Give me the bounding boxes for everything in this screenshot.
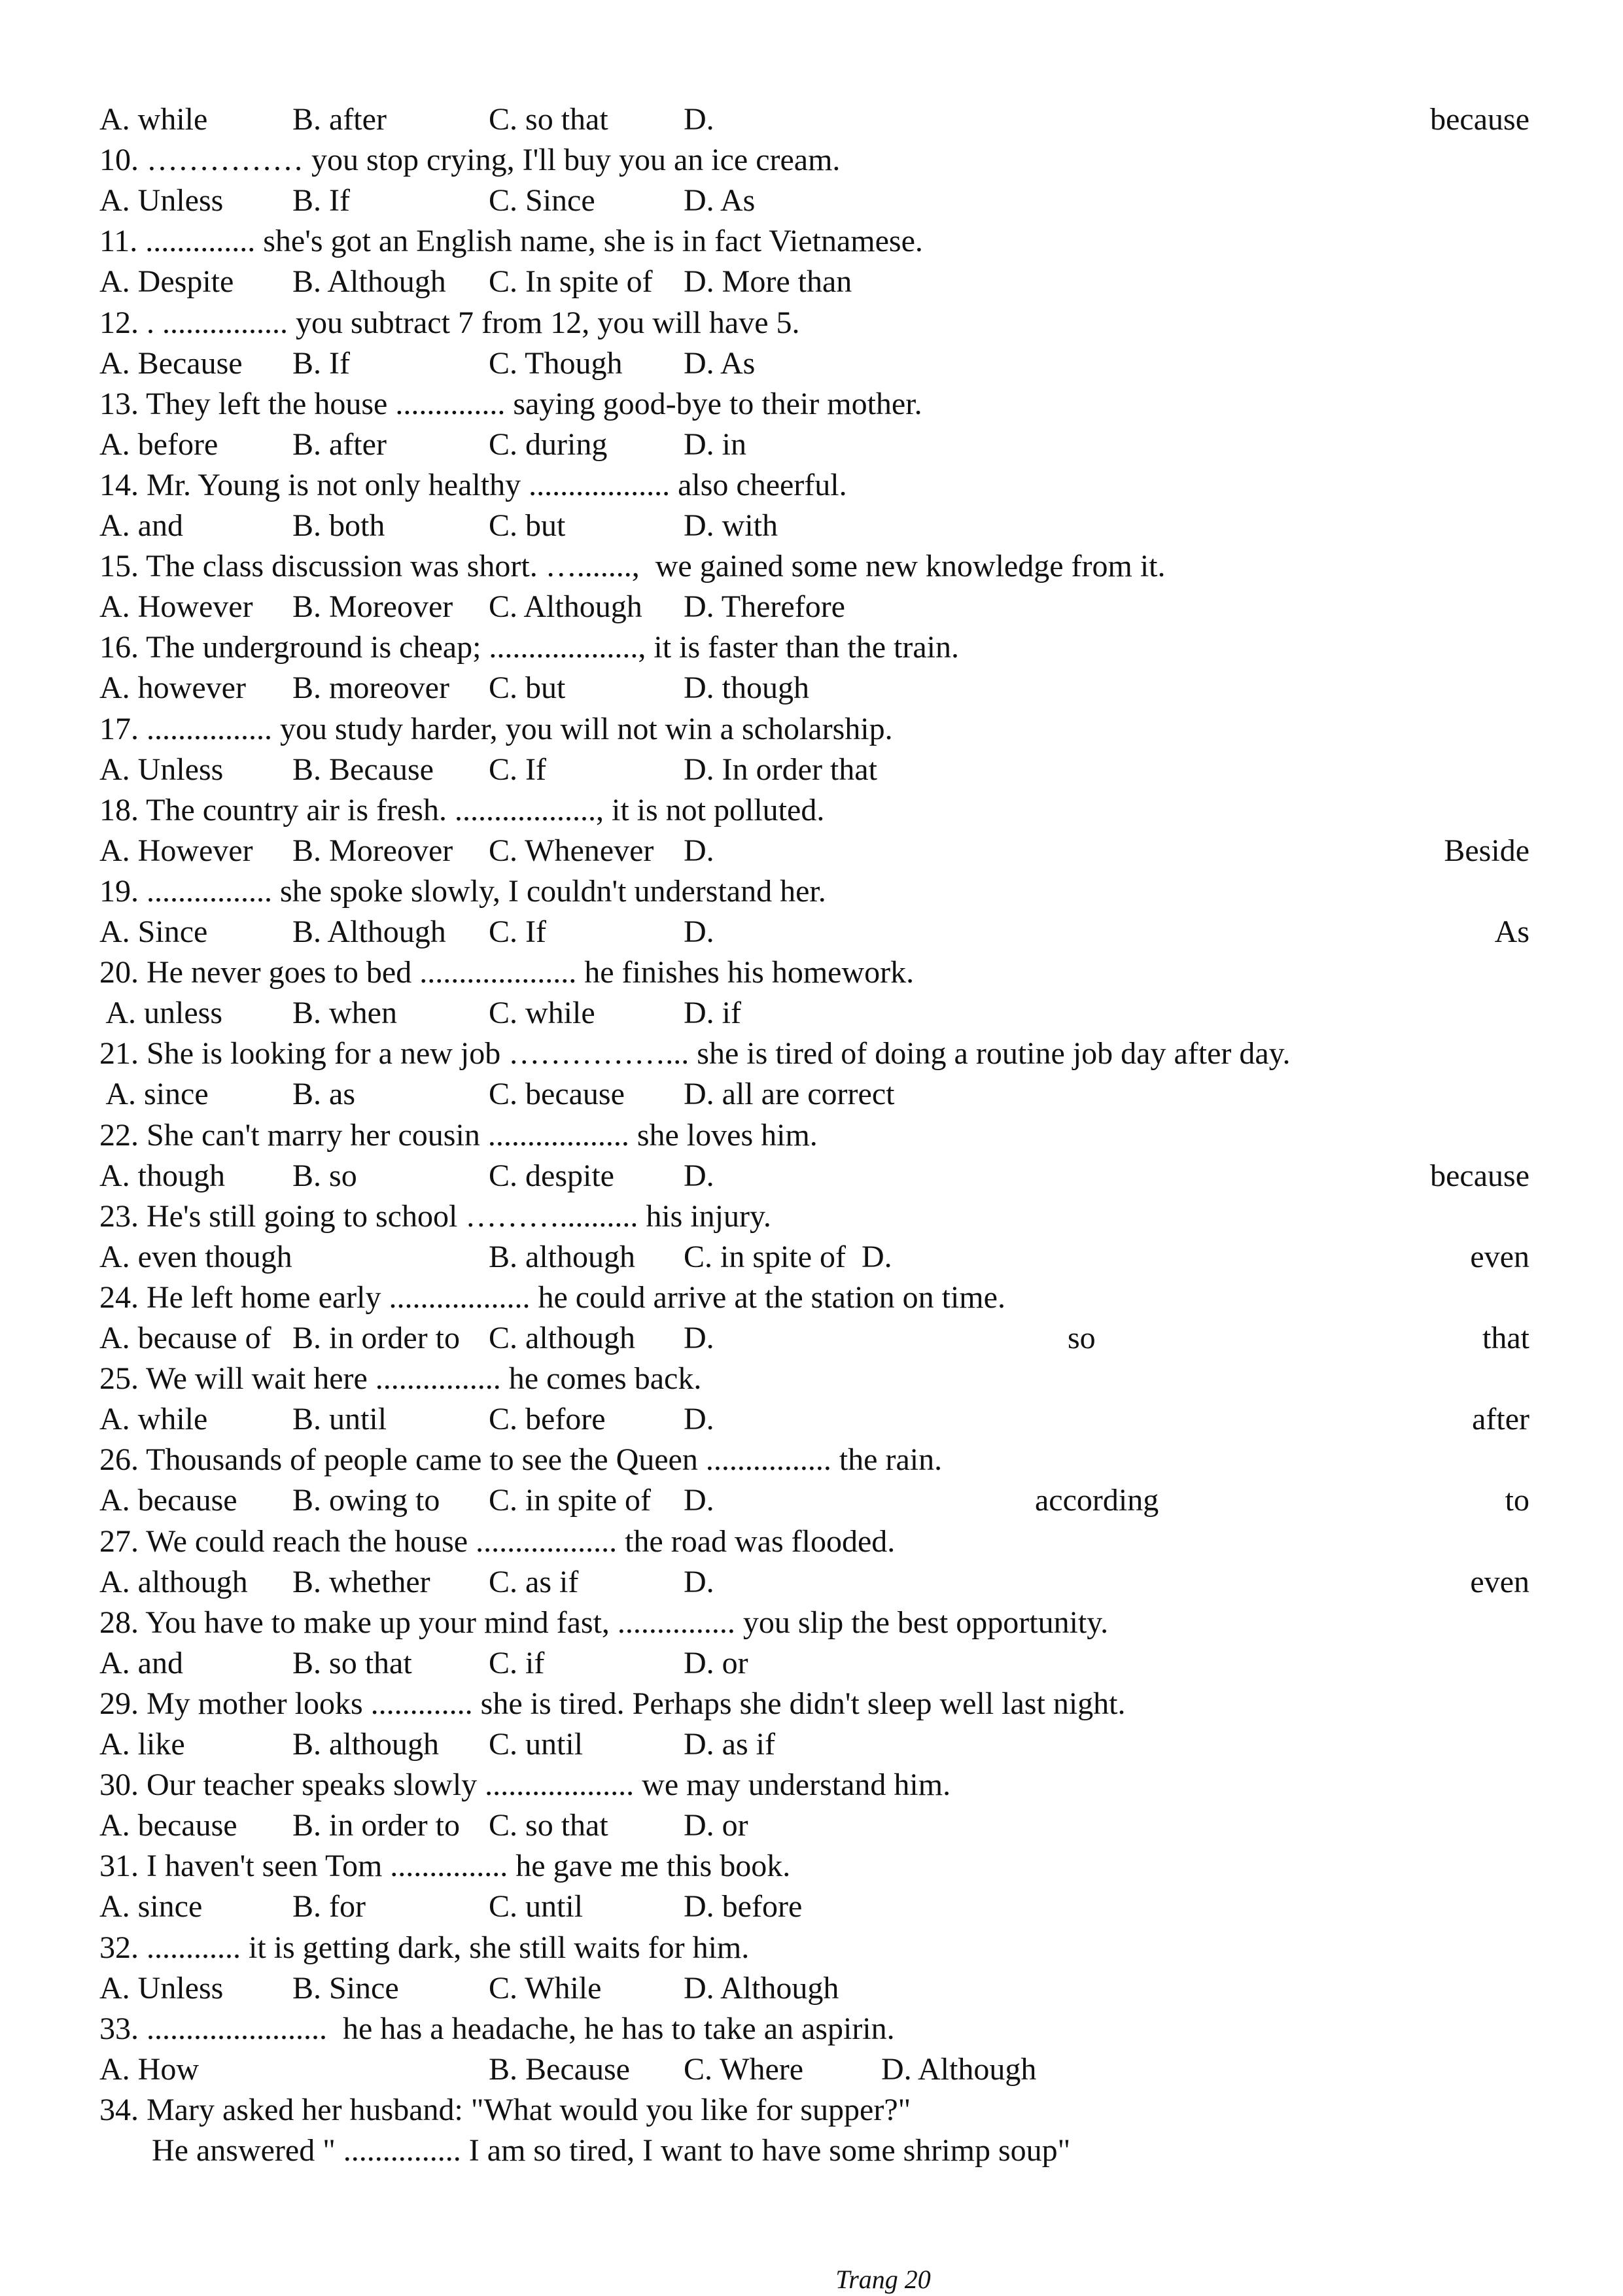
option-d: D. or xyxy=(684,1808,748,1843)
option-e: D. Although xyxy=(881,2051,1037,2087)
option-a: A. though xyxy=(99,1158,225,1193)
option-d: D. In order that xyxy=(684,752,877,787)
options-line xyxy=(99,99,1529,140)
options-line xyxy=(99,1805,1529,1846)
option-b: B. If xyxy=(292,345,350,381)
option-b: B. both xyxy=(292,508,385,543)
option-d-text: to xyxy=(1505,1483,1529,1518)
option-a: A. because xyxy=(99,1808,237,1843)
option-c: C. Since xyxy=(489,183,595,218)
question-line: 26. Thousands of people came to see the Queen ................ the rain. xyxy=(99,1442,943,1478)
option-d: D. Therefore xyxy=(684,589,845,625)
question-line: 16. The underground is cheap; ..................., it is faster than the train. xyxy=(99,630,959,665)
option-a: A. because xyxy=(99,1483,237,1518)
options-line xyxy=(99,912,1529,952)
option-b: B. although xyxy=(292,1727,439,1762)
option-b: B. owing to xyxy=(292,1483,440,1518)
option-d: D. before xyxy=(684,1889,803,1924)
option-c: C. although xyxy=(489,1321,635,1355)
options-line xyxy=(99,1887,1529,1927)
option-c: C. until xyxy=(489,1727,584,1762)
option-d: D. all are correct xyxy=(684,1077,895,1112)
option-c: C. because xyxy=(489,1077,625,1112)
question-line: 25. We will wait here ................ he comes back. xyxy=(99,1361,702,1397)
option-c: C. Though xyxy=(489,345,623,381)
option-a: A. and xyxy=(99,1645,183,1680)
option-d: D. xyxy=(684,1564,714,1599)
option-a: A. however xyxy=(99,670,246,706)
option-a: A. although xyxy=(99,1564,248,1599)
question-line: 30. Our teacher speaks slowly ................... we may understand him. xyxy=(99,1767,951,1803)
option-b: B. as xyxy=(292,1077,355,1112)
option-c: C. if xyxy=(489,1645,545,1680)
option-d-text: Beside xyxy=(1444,833,1529,868)
question-line: 31. I haven't seen Tom ............... he gave me this book. xyxy=(99,1849,791,1884)
option-b: B. in order to xyxy=(292,1321,460,1355)
page-footer: Trang 20 xyxy=(835,2265,931,2294)
option-d: D. in xyxy=(684,426,746,462)
option-d: D. xyxy=(684,833,714,868)
option-c: C. as if xyxy=(489,1564,579,1599)
option-a: A. before xyxy=(99,426,218,462)
options-line xyxy=(99,506,1529,546)
options-line xyxy=(99,750,1529,790)
option-a: A. How xyxy=(99,2051,199,2087)
option-c: C. so that xyxy=(489,1808,608,1843)
options-line xyxy=(99,1643,1529,1684)
option-b: B. Moreover xyxy=(292,833,453,868)
option-b: B. whether xyxy=(292,1564,430,1599)
question-line: 11. .............. she's got an English name, she is in fact Vietnamese. xyxy=(99,224,923,259)
question-line: 14. Mr. Young is not only healthy .................. also cheerful. xyxy=(99,467,847,502)
option-c: C. Whenever xyxy=(489,833,654,868)
options-line xyxy=(99,1156,1529,1196)
question-line: 32. ............ it is getting dark, she still waits for him. xyxy=(99,1930,750,1965)
options-line xyxy=(99,668,1529,708)
option-d-text: even xyxy=(1470,1564,1529,1599)
option-d-text: because xyxy=(1430,102,1529,137)
option-c: C. while xyxy=(489,996,595,1031)
option-d-text: even xyxy=(1470,1239,1529,1274)
option-a: A. like xyxy=(99,1727,185,1762)
option-d: D. with xyxy=(684,508,778,543)
option-a: A. unless xyxy=(99,996,223,1031)
option-d-text: after xyxy=(1472,1402,1529,1437)
option-b: B. until xyxy=(292,1402,387,1437)
question-line: 22. She can't marry her cousin .................. she loves him. xyxy=(99,1117,818,1153)
option-a: A. because of xyxy=(99,1321,271,1355)
option-c: C. despite xyxy=(489,1158,614,1193)
question-line: 20. He never goes to bed .................... he finishes his homework. xyxy=(99,955,915,990)
question-line: 28. You have to make up your mind fast, ............... you slip the best opportunity. xyxy=(99,1605,1109,1640)
option-b: B. Although xyxy=(292,914,446,949)
option-b: B. after xyxy=(292,426,387,462)
option-d: D. though xyxy=(684,670,809,706)
question-line: 19. ................ she spoke slowly, I couldn't understand her. xyxy=(99,873,826,909)
option-c: C. Although xyxy=(489,589,642,625)
option-a: A. while xyxy=(99,102,208,137)
option-a: A. Since xyxy=(99,914,208,949)
options-line xyxy=(99,1399,1529,1440)
option-a: A. Unless xyxy=(99,752,224,787)
options-line xyxy=(99,343,1529,384)
option-a: A. since xyxy=(99,1889,203,1924)
option-c: C. until xyxy=(489,1889,584,1924)
option-d-middle-word: according xyxy=(1035,1483,1159,1518)
option-a: A. However xyxy=(99,833,253,868)
option-b: B. so that xyxy=(292,1645,412,1680)
option-c: B. although xyxy=(489,1239,635,1274)
option-b: B. If xyxy=(292,183,350,218)
question-line: 17. ................ you study harder, you will not win a scholarship. xyxy=(99,711,893,746)
options-line xyxy=(99,1318,1529,1359)
options-line xyxy=(99,262,1529,302)
option-d-text: that xyxy=(1482,1321,1529,1355)
option-d: D. xyxy=(684,102,714,137)
question-line: 29. My mother looks ............. she is tired. Perhaps she didn't sleep well last night. xyxy=(99,1686,1126,1721)
option-d: D. if xyxy=(684,996,741,1031)
option-d: D. More than xyxy=(684,264,852,300)
option-b: B. so xyxy=(292,1158,357,1193)
option-c: C. If xyxy=(489,914,546,949)
option-b: B. Although xyxy=(292,264,446,300)
option-d: D. as if xyxy=(684,1727,775,1762)
options-line xyxy=(99,1237,1529,1278)
option-d: D. As xyxy=(684,345,756,381)
option-b: B. when xyxy=(292,996,397,1031)
option-c: C. but xyxy=(489,508,566,543)
option-b: B. in order to xyxy=(292,1808,460,1843)
option-d-text: because xyxy=(1430,1158,1529,1193)
option-a: A. since xyxy=(99,1077,209,1112)
option-d: D. Although xyxy=(684,1970,839,2006)
options-line xyxy=(99,1480,1529,1521)
option-a: A. Unless xyxy=(99,183,224,218)
option-c: B. Because xyxy=(489,2051,630,2087)
question-line: 33. ....................... he has a headache, he has to take an aspirin. xyxy=(99,2011,895,2046)
option-b: B. Moreover xyxy=(292,589,453,625)
question-line: 18. The country air is fresh. .................., it is not polluted. xyxy=(99,792,825,827)
question-line: 15. The class discussion was short. …......., we gained some new knowledge from it. xyxy=(99,549,1166,584)
options-line xyxy=(99,993,1529,1034)
option-d: D. As xyxy=(684,183,756,218)
option-c: C. If xyxy=(489,752,546,787)
option-c: C. during xyxy=(489,426,608,462)
question-line: 34. Mary asked her husband: "What would you like for supper?" xyxy=(99,2092,911,2127)
option-b: B. after xyxy=(292,102,387,137)
option-a: A. while xyxy=(99,1402,208,1437)
option-d: C. in spite of D. xyxy=(684,1239,892,1274)
options-line xyxy=(99,425,1529,465)
option-d-middle-word: so xyxy=(1068,1321,1096,1355)
option-c: C. but xyxy=(489,670,566,706)
option-d-text: As xyxy=(1494,914,1529,949)
question-line: 24. He left home early .................. he could arrive at the station on time. xyxy=(99,1279,1005,1315)
option-c: C. so that xyxy=(489,102,608,137)
option-b: B. Since xyxy=(292,1970,399,2006)
option-b: B. for xyxy=(292,1889,366,1924)
option-b: B. Because xyxy=(292,752,434,787)
question-line: He answered " ............... I am so tired, I want to have some shrimp soup" xyxy=(152,2133,1071,2168)
options-line xyxy=(99,1968,1529,2009)
option-c: C. While xyxy=(489,1970,602,2006)
options-line xyxy=(99,831,1529,871)
options-line xyxy=(99,2049,1529,2090)
option-d: D. xyxy=(684,914,714,949)
option-c: C. In spite of xyxy=(489,264,653,300)
question-line: 21. She is looking for a new job ……………... she is tired of doing a routine job day after day. xyxy=(99,1036,1291,1071)
option-d: D. or xyxy=(684,1645,748,1680)
options-line xyxy=(99,181,1529,221)
options-line xyxy=(99,587,1529,627)
question-line: 13. They left the house .............. saying good-bye to their mother. xyxy=(99,386,922,421)
options-line xyxy=(99,1562,1529,1603)
option-a: A. Despite xyxy=(99,264,234,300)
option-a: A. Unless xyxy=(99,1970,224,2006)
options-line xyxy=(99,1074,1529,1115)
option-b: B. moreover xyxy=(292,670,449,706)
option-a: A. Because xyxy=(99,345,243,381)
option-d: C. Where xyxy=(684,2051,804,2087)
option-d: D. xyxy=(684,1321,714,1355)
option-d: D. xyxy=(684,1158,714,1193)
option-c: C. in spite of xyxy=(489,1483,651,1518)
question-line: 23. He's still going to school ……….......... his injury. xyxy=(99,1198,771,1234)
option-d: D. xyxy=(684,1402,714,1437)
option-a: A. and xyxy=(99,508,183,543)
question-line: 10. …………… you stop crying, I'll buy you an ice cream. xyxy=(99,143,841,178)
option-c: C. before xyxy=(489,1402,606,1437)
options-line xyxy=(99,1724,1529,1765)
question-line: 27. We could reach the house .................. the road was flooded. xyxy=(99,1523,896,1559)
option-a: A. However xyxy=(99,589,253,625)
option-a: A. even though xyxy=(99,1239,292,1274)
question-line: 12. . ................ you subtract 7 from 12, you will have 5. xyxy=(99,305,800,340)
option-d: D. xyxy=(684,1483,714,1518)
